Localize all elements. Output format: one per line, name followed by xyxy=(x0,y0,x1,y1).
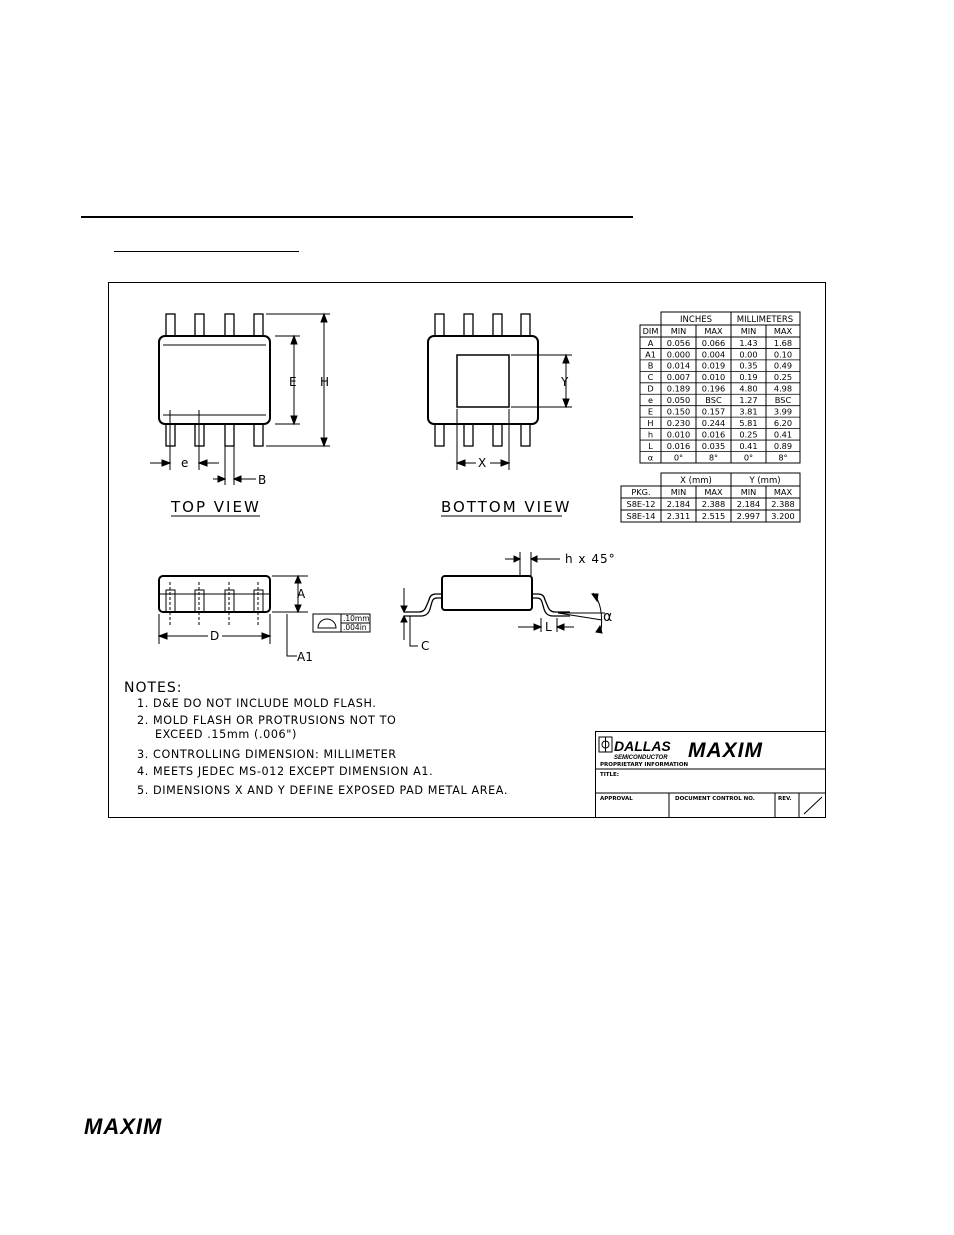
dim-table-cell: 0.00 xyxy=(739,349,758,360)
side-view-profile xyxy=(401,552,605,646)
exposed-pad xyxy=(457,355,509,407)
dim-table-cell: C xyxy=(647,372,654,383)
note-2: 2. MOLD FLASH OR PROTRUSIONS NOT TO xyxy=(137,714,397,727)
note-4: 4. MEETS JEDEC MS-012 EXCEPT DIMENSION A1. xyxy=(137,765,434,778)
pad-table-col-header: MIN xyxy=(740,487,757,497)
pad-table-col-header: MAX xyxy=(773,487,793,497)
dim-table-cell: 8° xyxy=(708,452,719,463)
dim-table-col-header: MAX xyxy=(704,326,723,336)
side-view-end xyxy=(159,576,370,656)
dim-table-cell: 0.050 xyxy=(666,395,691,406)
pad-table-cell: 3.200 xyxy=(771,511,795,521)
dim-table-cell: 0.035 xyxy=(701,440,726,451)
dim-table-cell: 0.014 xyxy=(666,360,691,371)
dim-label-A: A xyxy=(297,587,306,601)
dim-table-cell: 0° xyxy=(743,452,754,463)
dim-table-cell: H xyxy=(647,417,654,428)
dim-table-col-header: MIN xyxy=(740,326,757,336)
bottom-view xyxy=(428,314,572,516)
dim-label-L: L xyxy=(545,620,552,634)
dim-table-cell: 0° xyxy=(673,452,684,463)
maxim-title-logo: MAXIM xyxy=(688,739,763,762)
bottom-view-body xyxy=(428,336,538,424)
proprietary-info: PROPRIETARY INFORMATION xyxy=(600,762,689,768)
note-2-cont: EXCEED .15mm (.006") xyxy=(155,728,297,741)
dim-table-cell: 0.010 xyxy=(666,429,691,440)
pad-table-group-y: Y (mm) xyxy=(749,476,781,486)
top-view-body xyxy=(159,336,270,424)
dim-table-col-header: MIN xyxy=(670,326,687,336)
dim-table-cell: 0.89 xyxy=(773,440,793,451)
dim-label-H: H xyxy=(320,375,330,389)
dim-table-cell: 0.25 xyxy=(739,429,758,440)
top-view-caption: TOP VIEW xyxy=(171,498,261,516)
dim-table-cell: 0.016 xyxy=(666,440,691,451)
dim-table-cell: A1 xyxy=(645,349,656,360)
coplanarity-in: .004in xyxy=(343,623,367,632)
rev-label: REV. xyxy=(778,796,792,802)
dim-label-Y: Y xyxy=(561,375,569,389)
profile-body xyxy=(442,576,532,610)
dim-table-cell: 0.056 xyxy=(666,337,691,348)
pad-table-cell: 2.515 xyxy=(701,511,726,521)
dim-label-E: E xyxy=(289,375,297,389)
dim-table-cell: 5.81 xyxy=(739,417,758,428)
note-1: 1. D&E DO NOT INCLUDE MOLD FLASH. xyxy=(137,697,377,710)
dallas-logo-text: DALLAS xyxy=(614,738,671,754)
approval-label: APPROVAL xyxy=(600,796,633,802)
pad-table-cell: S8E-12 xyxy=(626,499,656,509)
dim-table-cell: 1.68 xyxy=(773,337,793,348)
dim-table-cell: 3.81 xyxy=(739,406,758,417)
dim-table-cell: 0.019 xyxy=(701,360,726,371)
pad-table-cell: 2.184 xyxy=(666,499,691,509)
dim-table-cell: e xyxy=(647,395,654,406)
title-label: TITLE: xyxy=(600,772,620,778)
dim-table-cell: 1.43 xyxy=(739,337,758,348)
dim-table-cell: 0.004 xyxy=(701,349,726,360)
dim-table-cell: 0.244 xyxy=(701,417,726,428)
dim-table-cell: 3.99 xyxy=(773,406,793,417)
pad-table-cell: 2.388 xyxy=(771,499,795,509)
dim-table-cell: 0.010 xyxy=(701,372,726,383)
dim-table-cell: 0.016 xyxy=(701,429,726,440)
dim-table-cell: h xyxy=(647,429,654,440)
pad-table-col-header: MIN xyxy=(670,487,687,497)
dim-table-cell: 0.19 xyxy=(739,372,758,383)
dim-table-cell: 4.98 xyxy=(773,383,793,394)
notes-heading: NOTES: xyxy=(124,680,183,696)
dim-table-cell: 0.41 xyxy=(739,440,758,451)
dim-table-cell: 8° xyxy=(778,452,788,463)
dim-table-cell: BSC xyxy=(705,395,722,406)
dim-table-col-header: DIM xyxy=(642,326,659,336)
dim-table-cell: 0.157 xyxy=(701,406,726,417)
top-view xyxy=(150,314,330,516)
dim-table-cell: 0.000 xyxy=(666,349,691,360)
dim-table-cell: 4.80 xyxy=(739,383,758,394)
dim-table-cell: L xyxy=(648,440,653,451)
dim-table-cell: 0.196 xyxy=(701,383,726,394)
pad-table-cell: 2.184 xyxy=(736,499,761,509)
note-5: 5. DIMENSIONS X AND Y DEFINE EXPOSED PAD METAL AREA. xyxy=(137,784,508,797)
dim-table-col-header: MAX xyxy=(773,326,793,336)
dim-label-B: B xyxy=(258,473,267,487)
dim-table-cell: D xyxy=(647,383,654,394)
dim-label-A1: A1 xyxy=(297,650,313,664)
pad-table-cell: 2.388 xyxy=(701,499,726,509)
dim-label-X: X xyxy=(478,456,487,470)
pad-table-col-header: PKG. xyxy=(631,487,651,497)
bottom-view-caption: BOTTOM VIEW xyxy=(441,498,572,516)
notes xyxy=(124,680,508,797)
dim-table-cell: 0.41 xyxy=(773,429,793,440)
dim-table-cell: 0.189 xyxy=(666,383,691,394)
dim-label-h45: h x 45° xyxy=(565,552,616,566)
pad-table-cell: 2.311 xyxy=(666,511,691,521)
dim-table-cell: 0.150 xyxy=(666,406,691,417)
dim-table-group-mm: MILLIMETERS xyxy=(736,315,794,325)
dim-table-cell: 0.25 xyxy=(773,372,793,383)
dim-label-alpha: α xyxy=(603,609,613,625)
dim-table-group-inches: INCHES xyxy=(680,315,712,325)
footer-maxim-logo: MAXIM xyxy=(84,1114,163,1139)
dim-label-D: D xyxy=(210,629,220,643)
dim-table-cell: 0.10 xyxy=(773,349,793,360)
pad-table-cell: S8E-14 xyxy=(626,511,656,521)
document-control-label: DOCUMENT CONTROL NO. xyxy=(675,796,755,802)
dim-table-cell: A xyxy=(647,337,654,348)
dim-table-cell: BSC xyxy=(774,395,792,406)
dallas-logo-subtext: SEMICONDUCTOR xyxy=(614,755,668,761)
top-view-leads-bottom xyxy=(166,424,263,446)
dim-table-cell: α xyxy=(647,452,654,463)
dim-table-cell: E xyxy=(647,406,654,417)
dim-table-cell: 0.35 xyxy=(739,360,758,371)
dim-label-e: e xyxy=(181,456,189,470)
dim-label-C: C xyxy=(421,639,430,653)
dim-table-cell: 0.007 xyxy=(666,372,691,383)
note-3: 3. CONTROLLING DIMENSION: MILLIMETER xyxy=(137,748,397,761)
pad-table-group-x: X (mm) xyxy=(680,476,712,486)
coplanarity-mm: .10mm xyxy=(343,614,370,623)
dim-table-cell: 0.230 xyxy=(666,417,691,428)
dim-table-cell: 6.20 xyxy=(773,417,793,428)
dim-table-cell: B xyxy=(647,360,654,371)
pad-table-col-header: MAX xyxy=(704,487,723,497)
dim-table-cell: 1.27 xyxy=(739,395,758,406)
dim-table-cell: 0.066 xyxy=(701,337,726,348)
dim-table-cell: 0.49 xyxy=(773,360,793,371)
top-view-leads-top xyxy=(166,314,263,336)
pad-table-cell: 2.997 xyxy=(736,511,761,521)
